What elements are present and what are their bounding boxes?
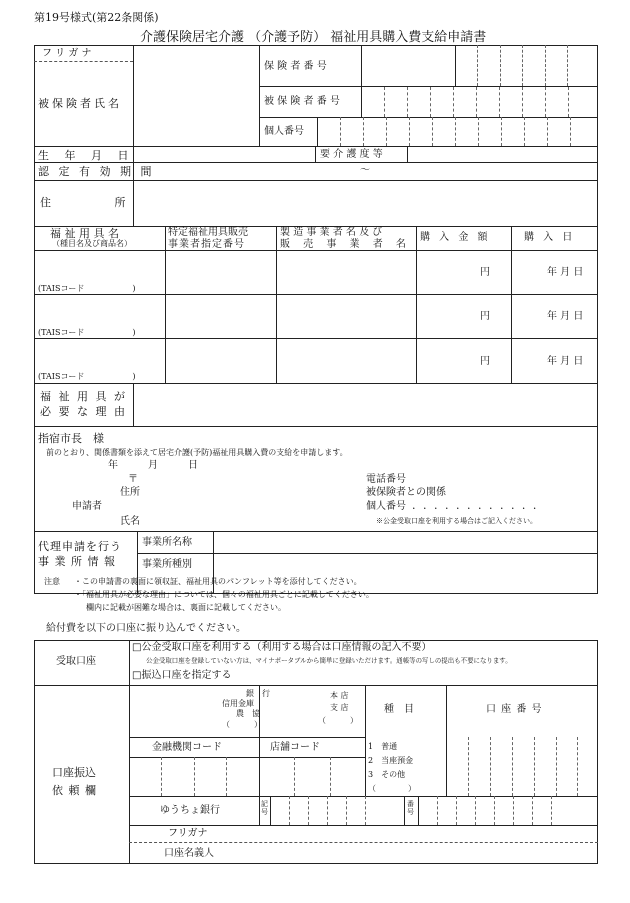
account-type-1[interactable]: 1 普通 [368, 742, 398, 751]
valid-period-field[interactable] [134, 163, 598, 179]
branch-name-field[interactable] [260, 686, 320, 736]
agent-label-1: 代理申請を行う [38, 540, 122, 553]
public-account-info: 公金受取口座を登録していない方は、マイナポータブルから簡単に登録いただけます。通帳等の写しの提出も不要になります。 [146, 657, 512, 665]
col-date: 購 入 日 [524, 232, 576, 243]
bank-paren: （ ） [222, 720, 262, 729]
item-name-field-3[interactable] [35, 339, 165, 371]
postal-mark: 〒 [128, 474, 138, 485]
bank-code-field[interactable] [130, 758, 259, 796]
col-amount: 購 入 金 額 [420, 232, 491, 243]
insured-name-field[interactable] [134, 62, 259, 144]
note-2: ・「福祉用具が必要な理由」については、個々の福祉用具ごとに記載してください。 [74, 590, 374, 599]
insured-number-field[interactable] [362, 88, 598, 117]
account-type-other: （ ） [368, 784, 416, 793]
item-name-field-1[interactable] [35, 251, 165, 283]
bank-type-2: 信用金庫 [222, 699, 254, 708]
address-field[interactable] [134, 181, 598, 225]
holder-name-field[interactable] [260, 843, 598, 863]
branch-type-2: 支 店 [330, 703, 349, 712]
holder-name-label: 口座名義人 [164, 848, 214, 859]
note-3: 欄内に記載が困難な場合は、裏面に記載してください。 [86, 603, 286, 612]
insured-number-label: 被 保 険 者 番 号 [264, 96, 340, 107]
transfer-section-label-2: 依 頼 欄 [52, 784, 97, 797]
relation-label: 被保険者との関係 [366, 487, 446, 498]
notes-label: 注意 [44, 577, 60, 586]
bango-label: 番号 [407, 800, 414, 817]
reason-label-2: 必 要 な 理 由 [40, 405, 127, 418]
transfer-account-option[interactable]: □振込口座を指定する [132, 670, 232, 681]
holder-furigana-field[interactable] [260, 826, 598, 842]
personal-no-dots: . . . . . . . . . . . . [412, 499, 539, 512]
bank-type-3: 農 協 [236, 709, 260, 718]
bank-intro: 給付費を以下の口座に振り込んでください。 [46, 623, 246, 634]
yucho-kigo-field[interactable] [271, 797, 404, 825]
reason-field[interactable] [134, 384, 598, 425]
yen-1: 円 [480, 267, 490, 278]
office-type-label: 事業所種別 [142, 559, 192, 570]
yen-2: 円 [480, 311, 490, 322]
date-2: 年 月 日 [547, 311, 584, 322]
tais-code-3: (TAISコード ) [38, 372, 136, 381]
yucho-label: ゆうちょ銀行 [160, 805, 220, 816]
transfer-section-label-1: 口座振込 [52, 766, 96, 779]
reason-label-1: 福 祉 用 具 が [40, 390, 127, 403]
account-number-field[interactable] [447, 738, 598, 796]
office-name-label: 事業所名称 [142, 537, 192, 548]
office-name-field[interactable] [214, 532, 598, 553]
valid-period-tilde: ～ [360, 165, 370, 176]
account-type-label: 種 目 [384, 704, 414, 715]
branch-code-label: 店舗コード [270, 742, 320, 753]
tais-code-2: (TAISコード ) [38, 328, 136, 337]
account-number-label: 口 座 番 号 [486, 704, 543, 715]
col-item-name-sub: （種目名及び商品名） [52, 239, 132, 248]
insured-name-label: 被保険者氏名 [38, 97, 122, 110]
applicant-address-field[interactable] [146, 484, 356, 498]
form-number: 第19号様式(第22条関係) [34, 11, 159, 24]
application-date: 年 月 日 [108, 460, 198, 471]
holder-furigana-label: フリガナ [168, 828, 208, 839]
kigo-label: 記号 [261, 800, 268, 817]
col-item-name: 福 祉 用 具 名 [50, 227, 119, 240]
account-type-2[interactable]: 2 当座預金 [368, 756, 414, 765]
col-seller-no-2: 事業者指定番号 [168, 239, 245, 250]
col-maker-2: 販 売 事 業 者 名 [280, 239, 411, 250]
bank-code-label: 金融機関コード [152, 742, 222, 753]
care-level-label: 要 介 護 度 等 [320, 149, 383, 160]
dob-field[interactable] [134, 147, 314, 161]
personal-number-label: 個人番号 [264, 126, 304, 137]
address-label: 住 所 [40, 196, 126, 209]
bank-type-1: 銀 行 [246, 689, 270, 698]
applicant-label: 申請者 [72, 501, 102, 512]
applicant-personal-no-label: 個人番号 [366, 501, 406, 512]
applicant-address-label: 住所 [120, 487, 140, 498]
date-1: 年 月 日 [547, 267, 584, 278]
item-name-field-2[interactable] [35, 295, 165, 327]
page-title: 介護保険居宅介護 （介護予防） 福祉用具購入費支給申請書 [140, 30, 487, 45]
public-account-note: ※公金受取口座を利用する場合はご記入ください。 [376, 517, 537, 525]
branch-paren: （ ） [318, 716, 358, 725]
note-1: ・この申請書の裏面に領収証、福祉用具のパンフレット等を添付してください。 [74, 577, 362, 586]
yen-3: 円 [480, 356, 490, 367]
application-statement: 前のとおり、関係書類を添えて居宅介護(予防)福祉用具購入費の支給を申請します。 [46, 448, 348, 457]
care-level-field[interactable] [408, 147, 598, 161]
account-type-3[interactable]: 3 その他 [368, 770, 406, 779]
personal-number-field[interactable] [318, 118, 598, 146]
public-account-option[interactable]: □公金受取口座を利用する（利用する場合は口座情報の記入不要） [132, 642, 432, 653]
insurer-number-label: 保 険 者 番 号 [264, 61, 327, 72]
col-seller-no: 特定福祉用具販売 [168, 227, 248, 238]
receive-account-label: 受取口座 [56, 656, 96, 667]
branch-type-1: 本 店 [330, 691, 349, 700]
dob-label: 生 年 月 日 [38, 149, 135, 162]
agent-label-2: 事 業 所 情 報 [38, 555, 116, 568]
col-maker: 製 造 事 業 者 名 及 び [280, 227, 383, 238]
date-3: 年 月 日 [547, 356, 584, 367]
furigana-label: フ リ ガ ナ [42, 48, 92, 59]
bank-name-field[interactable] [130, 686, 220, 736]
applicant-name-label: 氏名 [120, 516, 140, 527]
yucho-bango-field[interactable] [419, 797, 598, 825]
branch-code-field[interactable] [260, 758, 365, 796]
valid-period-label: 認 定 有 効 期 間 [38, 165, 155, 178]
addressee: 指宿市長 様 [38, 432, 104, 445]
office-type-field[interactable] [214, 554, 598, 593]
insurer-number-field[interactable] [362, 46, 598, 86]
applicant-name-field[interactable] [146, 513, 356, 527]
phone-label: 電話番号 [366, 474, 406, 485]
tais-code-1: (TAISコード ) [38, 284, 136, 293]
